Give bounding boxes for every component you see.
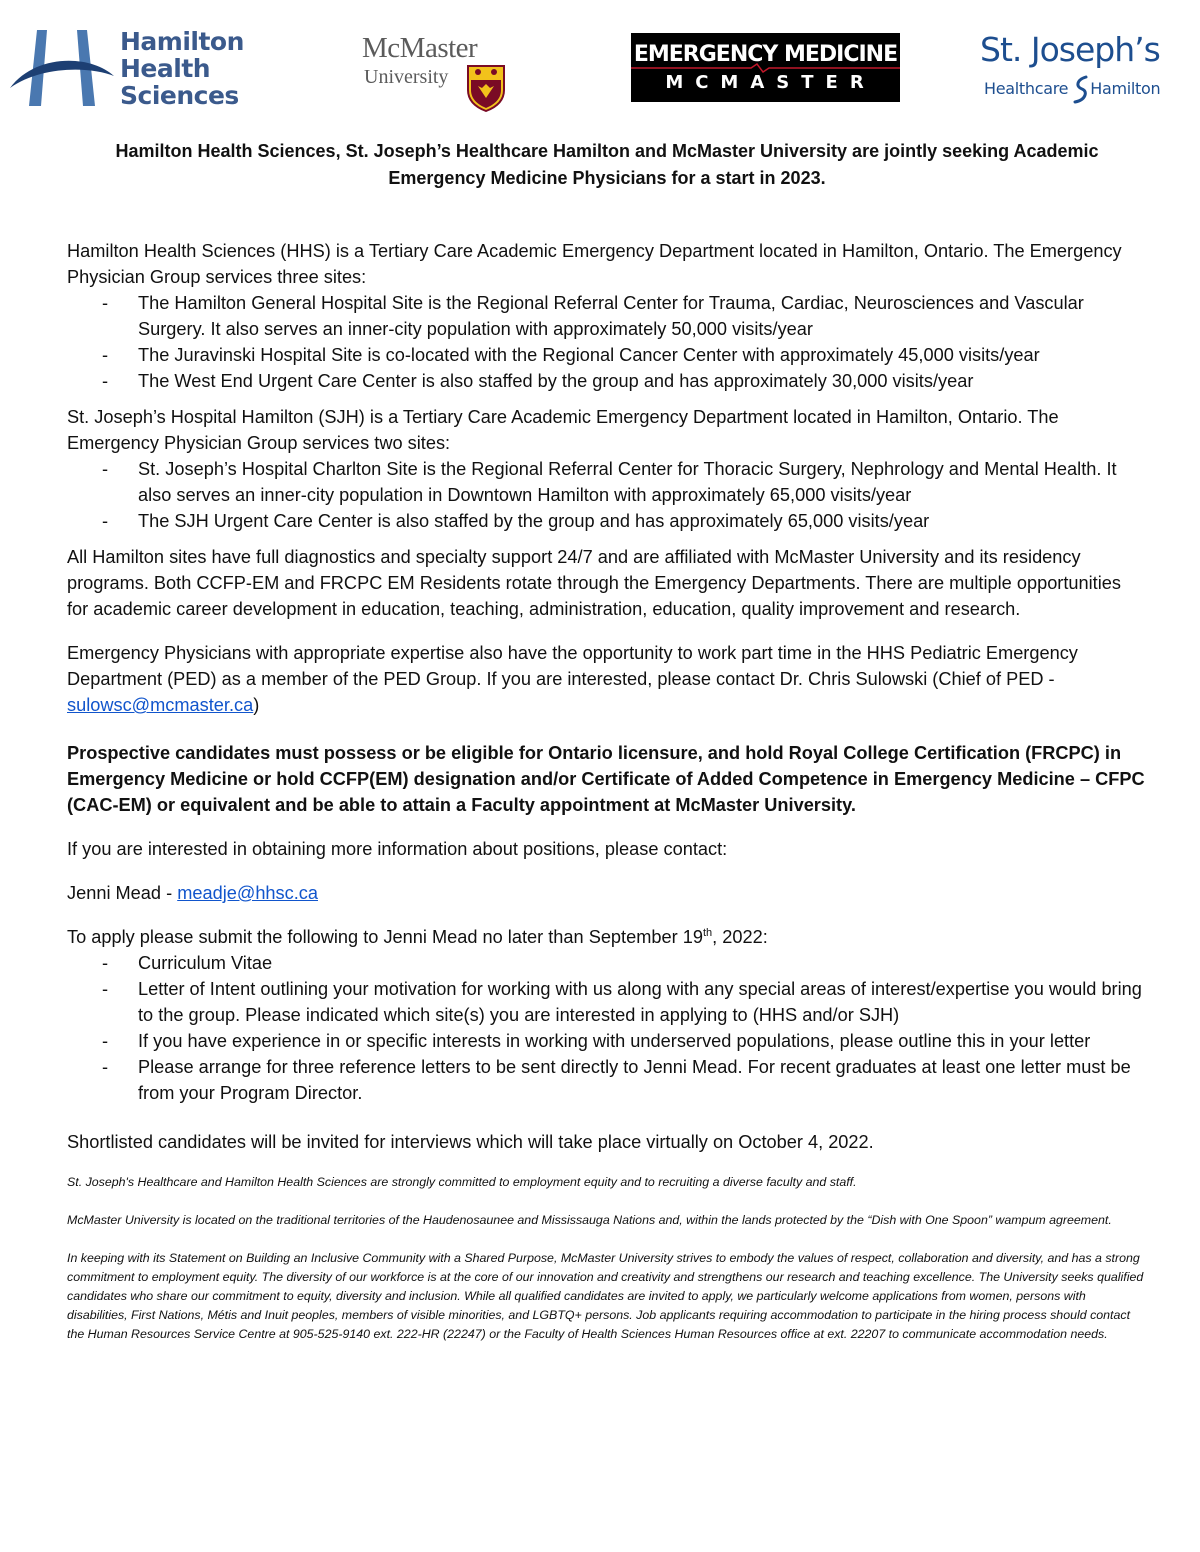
apply-intro-text: To apply please submit the following to Jenni Mead no later than September 19 <box>67 927 703 947</box>
posting-heading: Hamilton Health Sciences, St. Joseph’s Healthcare Hamilton and McMaster University are jointly seeking Academic Emergency Medicine Physicians for a start in 2023. <box>115 141 1099 188</box>
list-item: - The SJH Urgent Care Center is also staffed by the group and has approximately 65,000 visits/year <box>67 508 1147 534</box>
emergency-medicine-mcmaster-logo <box>631 33 900 102</box>
mcmaster-crest-icon <box>466 64 506 112</box>
ped-text: Emergency Physicians with appropriate expertise also have the opportunity to work part time in the HHS Pediatric Emergency Department (PED) as a member of the PED Group. If you are interested, please contact Dr. Chris Sulowski (Chief of PED - <box>67 643 1078 689</box>
hhs-bridge-icon <box>10 26 114 106</box>
sjh-logo-name: St. Joseph’s <box>980 30 1160 69</box>
posting-content <box>67 138 1147 1344</box>
contact-email-link[interactable]: meadje@hhsc.ca <box>177 883 318 903</box>
ped-email-link[interactable]: sulowsc@mcmaster.ca <box>67 695 254 715</box>
list-item: - The Juravinski Hospital Site is co-located with the Regional Cancer Center with approximately 45,000 visits/year <box>67 342 1147 368</box>
fine-print-territories: McMaster University is located on the traditional territories of the Haudenosaunee and Mississauga Nations and, within the lands protected by the “Dish with One Spoon” wampum agreement. <box>67 1213 1112 1227</box>
fine-print-inclusion: In keeping with its Statement on Building an Inclusive Community with a Shared Purpose, McMaster University strives to embody the values of respect, collaboration and diversity, and has a strong commitment to employment equity. The diversity of our workforce is at the core of our innovation and creativity and strengthens our research and teaching excellence. The University seeks qualified candidates who share our commitment to equity, diversity and inclusion. While all qualified candidates are invited to apply, we particularly welcome applications from women, persons with disabilities, First Nations, Métis and Inuit peoples, members of visible minorities, and LGBTQ+ persons. Job applicants requiring accommodation to participate in the hiring process should contact the Human Resources Service Centre at 905-525-9140 ext. 222-HR (22247) or the Faculty of Health Sciences Human Resources office at ext. 22207 to communicate accommodation needs. <box>67 1251 1144 1341</box>
contact-intro: If you are interested in obtaining more information about positions, please contact: <box>67 839 728 859</box>
hhs-intro: Hamilton Health Sciences (HHS) is a Tertiary Care Academic Emergency Department located in Hamilton, Ontario. The Emergency Physician Group services three sites: <box>67 241 1122 287</box>
all-sites-paragraph: All Hamilton sites have full diagnostics and specialty support 24/7 and are affiliated with McMaster University and its residency programs. Both CCFP-EM and FRCPC EM Residents rotate through the Emergency Departments. There are multiple opportunities for academic career development in education, teaching, administration, education, quality improvement and research. <box>67 547 1121 619</box>
shortlist-paragraph: Shortlisted candidates will be invited for interviews which will take place virtually on October 4, 2022. <box>67 1132 874 1152</box>
sjh-swirl-icon <box>1072 74 1090 104</box>
hhs-logo-line1: Hamilton <box>120 27 244 56</box>
hhs-site-list <box>67 290 1147 394</box>
contact-line <box>67 880 1147 906</box>
sjh-site-list <box>67 456 1147 534</box>
sjh-intro: St. Joseph’s Hospital Hamilton (SJH) is a Tertiary Care Academic Emergency Department located in Hamilton, Ontario. The Emergency Physician Group services two sites: <box>67 407 1059 453</box>
mcmaster-logo-sub: University <box>364 66 449 88</box>
hhs-logo-line3: Sciences <box>120 81 239 110</box>
list-item: - The West End Urgent Care Center is also staffed by the group and has approximately 30,000 visits/year <box>67 368 1147 394</box>
list-item: - St. Joseph’s Hospital Charlton Site is the Regional Referral Center for Thoracic Surgery, Nephrology and Mental Health. It also serves an inner-city population in Downtown Hamilton with approximately 65,000 visits/year <box>67 456 1147 508</box>
mcmaster-logo-name: McMaster <box>362 32 478 64</box>
hhs-logo-line2: Health <box>120 54 211 83</box>
contact-name: Jenni Mead - <box>67 883 178 903</box>
fine-print-equity: St. Joseph's Healthcare and Hamilton Health Sciences are strongly committed to employment equity and to recruiting a diverse faculty and staff. <box>67 1175 857 1189</box>
st-josephs-healthcare-logo <box>980 30 1180 110</box>
apply-intro-sup: th <box>702 927 713 939</box>
sjh-logo-sub1: Healthcare <box>984 79 1069 98</box>
apply-intro <box>67 924 1147 950</box>
requirements-paragraph: Prospective candidates must possess or be eligible for Ontario licensure, and hold Royal College Certification (FRCPC) in Emergency Medicine or hold CCFP(EM) designation and/or Certificate of Added Competence in Emergency Medicine – CFPC (CAC-EM) or equivalent and be able to attain a Faculty appointment at McMaster University. <box>67 743 1145 815</box>
apply-list <box>67 950 1147 1106</box>
list-item: - Curriculum Vitae <box>67 950 1147 976</box>
ped-close: ) <box>253 695 260 715</box>
em-logo-bottom: MCMASTER <box>665 72 876 93</box>
ped-paragraph <box>67 640 1147 718</box>
mcmaster-university-logo <box>362 32 512 112</box>
hamilton-health-sciences-logo <box>10 26 250 112</box>
list-item: - The Hamilton General Hospital Site is the Regional Referral Center for Trauma, Cardiac, Neurosciences and Vascular Surgery. It also serves an inner-city population with approximately 50,000 visits/year <box>67 290 1147 342</box>
list-item: - Letter of Intent outlining your motivation for working with us along with any special areas of interest/expertise you would bring to the group. Please indicated which site(s) you are interested in applying to (HHS and/or SJH) <box>67 976 1147 1028</box>
apply-intro-after: , 2022: <box>712 927 768 947</box>
sjh-logo-sub2: Hamilton <box>1090 79 1161 98</box>
logo-header <box>0 0 1200 120</box>
em-logo-top: EMERGENCY MEDICINE <box>633 42 898 67</box>
list-item: - If you have experience in or specific interests in working with underserved populations, please outline this in your letter <box>67 1028 1147 1054</box>
list-item: - Please arrange for three reference letters to be sent directly to Jenni Mead. For recent graduates at least one letter must be from your Program Director. <box>67 1054 1147 1106</box>
